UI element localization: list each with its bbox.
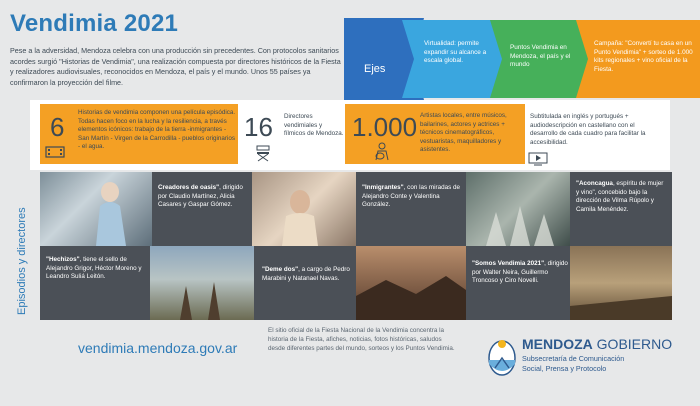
directors-count: 16 xyxy=(244,112,273,142)
footer-note: El sitio oficial de la Fiesta Nacional de la Vendimia concentra la historia de la Fiesta, afiches, noticias, fotos históricas, saludos desde diferentes partes del mundo, sorteos y los Puntos Vendimia. xyxy=(268,327,455,352)
figure-silhouette-icon xyxy=(252,172,356,246)
vineyard-silhouette-icon xyxy=(570,246,672,320)
intro-paragraph: Pese a la adversidad, Mendoza celebra con una producción sin precedentes. Con protocolos sanitarios acordes surgió "Historias de Vendimia", una realización compuesta por directores históricos de la Fiesta y realizadores audiovisuales, reconocidos en Mendoza, el país y el mundo. Unos 55 países ya confirmaron la proyección del filme. xyxy=(10,46,341,87)
caption-deme-dos: "Deme dos", a cargo de Pedro Marabini y Natanael Navas. xyxy=(262,266,350,282)
directors-description: Directores vendimiales y fílmicos de Mendoza. xyxy=(284,113,344,138)
landscape-silhouette-icon xyxy=(356,246,466,320)
brand-name: MENDOZA GOBIERNO xyxy=(522,336,673,352)
film-icon xyxy=(45,144,67,160)
figures-silhouette-icon xyxy=(150,246,254,320)
section-label: Episodios y directores xyxy=(16,207,28,315)
brand-subtitle: Subsecretaría de Comunicación Social, Prensa y Protocolo xyxy=(522,354,625,373)
page-title: Vendimia 2021 xyxy=(10,10,179,37)
artists-description: Artistas locales, entre músicos, bailarines, actores y actrices + técnicos cinematográficos, vestuaristas, maquilladores y asistentes. xyxy=(420,112,507,154)
photo-aconcagua xyxy=(466,172,570,246)
side-label-wrap xyxy=(14,170,36,320)
eje-puntos-text: Puntos Vendimia en Mendoza, el país y el mundo xyxy=(510,44,571,69)
photo-somos-vendimia xyxy=(570,246,672,320)
figure-silhouette-icon xyxy=(40,172,152,246)
guitarist-icon xyxy=(372,142,392,162)
episodes-count: 6 xyxy=(50,112,65,142)
caption-hechizos: "Hechizos", tiene el sello de Alejandro Grigor, Héctor Moreno y Leandro Suliá Leitón. xyxy=(46,256,142,281)
artists-count: 1.000 xyxy=(352,112,418,142)
subtitles-description: Subtitulada en inglés y portugués + audiodescripción en castellano con el desarrollo de cada cuadro para facilitar la accesibilidad. xyxy=(530,113,646,146)
caption-inmigrantes: "Inmigrantes", con las miradas de Alejandro Conte y Valentina González. xyxy=(362,184,461,209)
caption-creadores: Creadores de oasis", dirigido por Claudio Martínez, Alicia Casares y Gaspar Gómez. xyxy=(158,184,243,209)
site-url[interactable]: vendimia.mendoza.gov.ar xyxy=(78,340,238,356)
video-player-icon xyxy=(528,152,548,166)
directors-chair-icon xyxy=(254,144,272,162)
caption-somos-vendimia: "Somos Vendimia 2021", dirigido por Walter Neira, Guillermo Troncoso y Ciro Novelli. xyxy=(472,260,568,285)
eje-campana-text: Campaña: "Convertí tu casa en un Punto Vendimia" + sorteo de 1.000 kits regionales + vino oficial de la Fiesta. xyxy=(594,40,693,73)
ejes-label: Ejes xyxy=(364,63,386,75)
photo-creadores-de-oasis xyxy=(40,172,152,246)
photo-deme-dos xyxy=(356,246,466,320)
dancers-silhouette-icon xyxy=(466,172,570,246)
episodes-description: Historias de vendimia componen una película episódica. Todas hacen foco en la lucha y la resiliencia, a través elementos icónicos: trabajo de la tierra -inmigrantes - San Martín - Virgen de la Carrodilla - pueblos originarios - el agua. xyxy=(78,109,236,151)
photo-hechizos xyxy=(150,246,254,320)
ejes-banner xyxy=(344,18,700,100)
mendoza-shield-logo xyxy=(486,334,518,378)
photo-inmigrantes xyxy=(252,172,356,246)
caption-aconcagua: "Aconcagua, espíritu de mujer y vino", concebido bajo la dirección de Vilma Rúpolo y Camila Menéndez. xyxy=(576,180,664,213)
episodes-grid xyxy=(40,172,672,320)
eje-virtualidad-text: Virtualidad: permite expandir su alcance a escala global. xyxy=(424,40,487,65)
